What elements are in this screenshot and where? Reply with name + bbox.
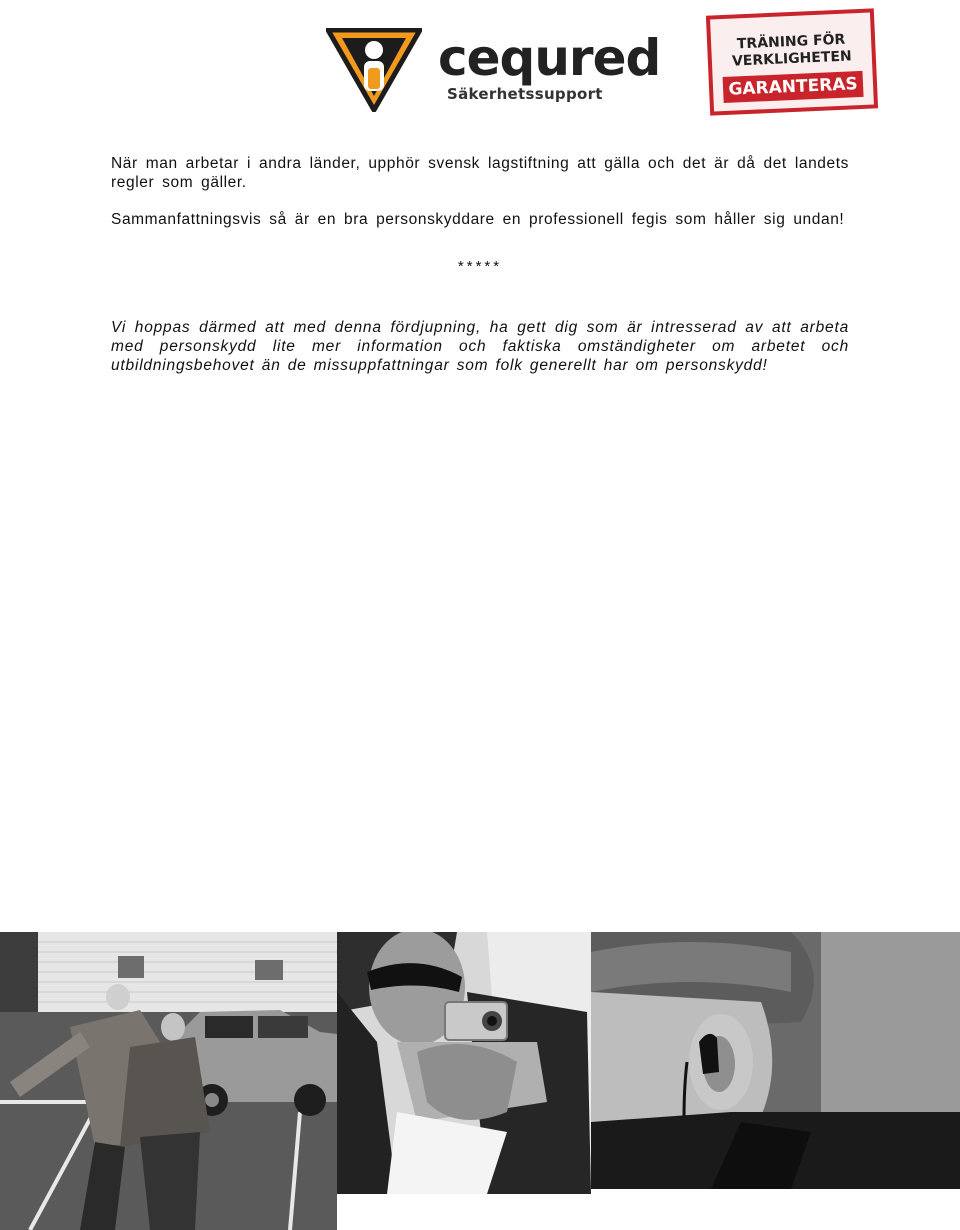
closing-paragraph: Vi hoppas därmed att med denna fördjupning, ha gett dig som är intresserad av att arbeta med personskydd lite mer information och faktiska omständigheter om arbetet och utbildningsbehovet än de missuppfattningar som folk generellt har om personskydd!	[111, 319, 849, 374]
stamp-line-1: TRÄNING FÖR	[736, 31, 846, 53]
photo-agent-with-pistol	[337, 932, 591, 1194]
paragraph-foreign-law: När man arbetar i andra länder, upphör svensk lagstiftning att gälla och det är då det landets regler som gäller.	[111, 155, 849, 191]
cequred-logo	[326, 28, 661, 114]
stamp-text	[711, 31, 872, 72]
person-shield-icon	[326, 28, 422, 112]
guarantee-stamp	[706, 8, 878, 115]
logo-name: cequred	[438, 29, 661, 87]
stamp-bar: GARANTERAS	[723, 71, 864, 103]
paragraph-summary: Sammanfattningsvis så är en bra personskyddare en professionell fegis som håller sig undan!	[111, 211, 845, 228]
stamp-line-2: VERKLIGHETEN	[731, 48, 853, 70]
logo-tagline: Säkerhetssupport	[447, 85, 603, 103]
photo-bodyguard-earpiece	[591, 932, 960, 1189]
section-separator: *****	[457, 258, 503, 275]
photo-escort-to-car	[0, 932, 337, 1230]
photo-strip	[0, 932, 960, 1230]
document-body	[111, 154, 849, 375]
